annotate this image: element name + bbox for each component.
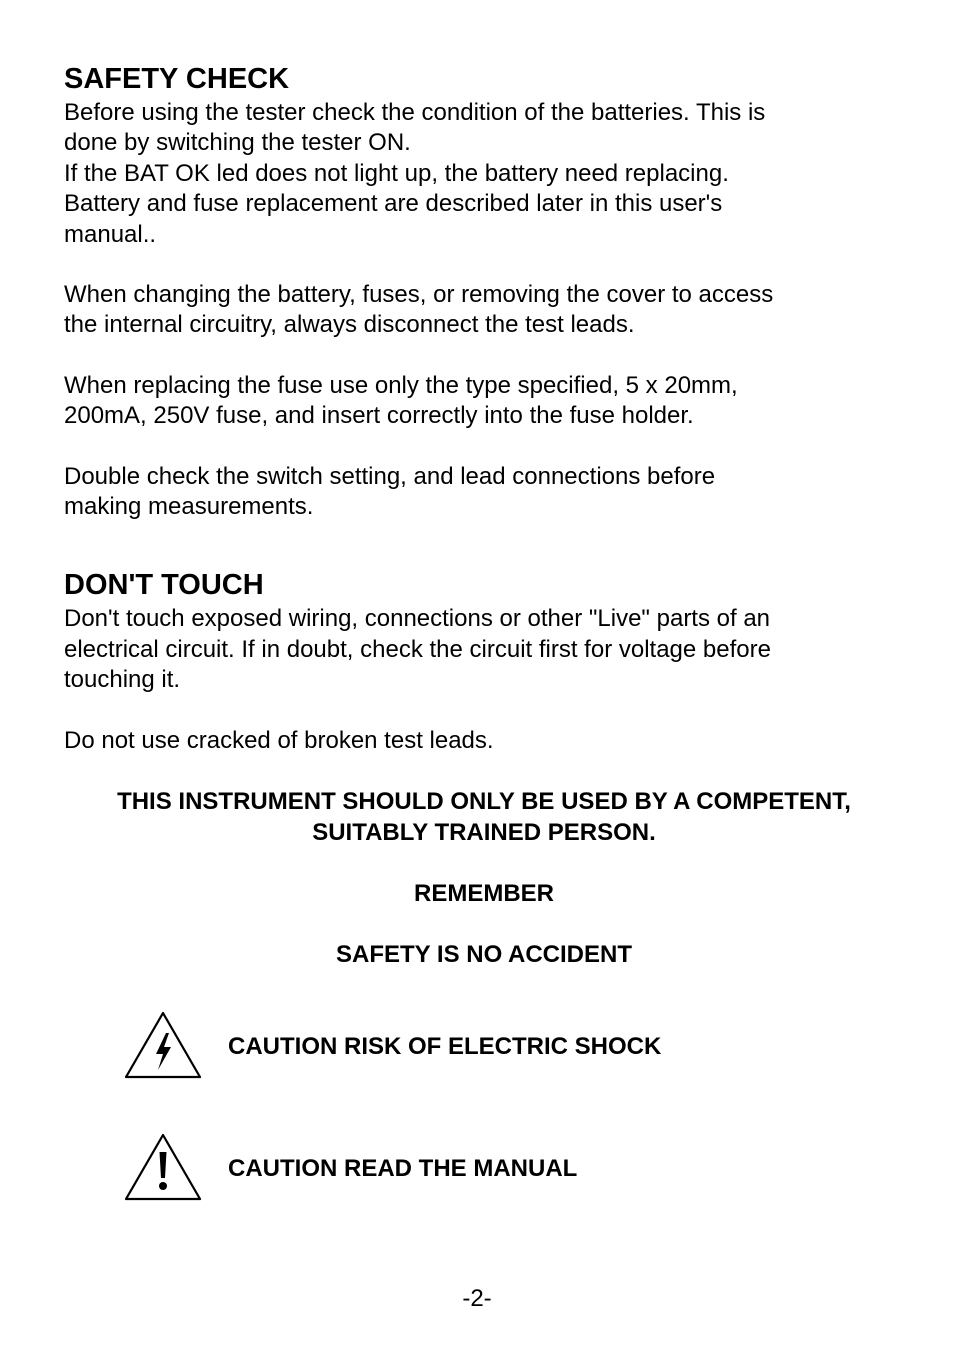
dont-touch-paragraph-wiring	[64, 604, 904, 695]
caution-electric-shock-label: CAUTION RISK OF ELECTRIC SHOCK	[228, 1033, 662, 1060]
safety-check-paragraph-disconnect	[64, 280, 904, 341]
exclamation-warning-icon	[124, 1132, 202, 1202]
electric-shock-warning-icon	[124, 1010, 202, 1080]
safety-check-heading: SAFETY CHECK	[64, 63, 290, 95]
competence-notice-line-1: THIS INSTRUMENT SHOULD ONLY BE USED BY A COMPETENT,	[117, 788, 851, 816]
dont-touch-heading: DON'T TOUCH	[64, 569, 264, 602]
competence-notice	[58, 786, 910, 970]
caution-read-manual-label: CAUTION READ THE MANUAL	[228, 1155, 578, 1182]
text-line: done by switching the tester ON.	[64, 129, 411, 157]
text-line: touching it.	[64, 666, 181, 694]
manual-page	[64, 62, 904, 970]
text-line: When replacing the fuse use only the type specified, 5 x 20mm,	[64, 371, 738, 399]
page-number: -2-	[462, 1285, 492, 1312]
dont-touch-paragraph-leads	[64, 726, 904, 756]
text-line: electrical circuit. If in doubt, check the circuit first for voltage before	[64, 635, 771, 663]
text-line: the internal circuitry, always disconnect the test leads.	[64, 311, 635, 339]
text-line: Before using the tester check the condition of the batteries. This is	[64, 99, 766, 126]
safety-check-paragraph-batteries	[64, 98, 904, 250]
text-line: Battery and fuse replacement are described later in this user's	[64, 190, 723, 218]
text-line: Don't touch exposed wiring, connections or other "Live" parts of an	[64, 605, 771, 633]
text-line: manual..	[64, 220, 157, 248]
competence-notice-line-2: SUITABLY TRAINED PERSON.	[312, 819, 656, 847]
safety-check-paragraph-double-check	[64, 462, 904, 523]
safety-slogan: SAFETY IS NO ACCIDENT	[335, 941, 633, 969]
safety-check-paragraph-fuse	[64, 371, 904, 432]
text-line: If the BAT OK led does not light up, the battery need replacing.	[64, 159, 729, 187]
remember-label: REMEMBER	[413, 880, 554, 908]
text-line: 200mA, 250V fuse, and insert correctly into the fuse holder.	[64, 402, 694, 430]
caution-electric-shock	[124, 1010, 824, 1082]
text-line: When changing the battery, fuses, or removing the cover to access	[64, 281, 774, 309]
text-line: Double check the switch setting, and lead connections before	[64, 462, 716, 490]
caution-read-manual	[124, 1132, 824, 1204]
text-line: Do not use cracked of broken test leads.	[64, 726, 494, 754]
text-line: making measurements.	[64, 493, 314, 521]
